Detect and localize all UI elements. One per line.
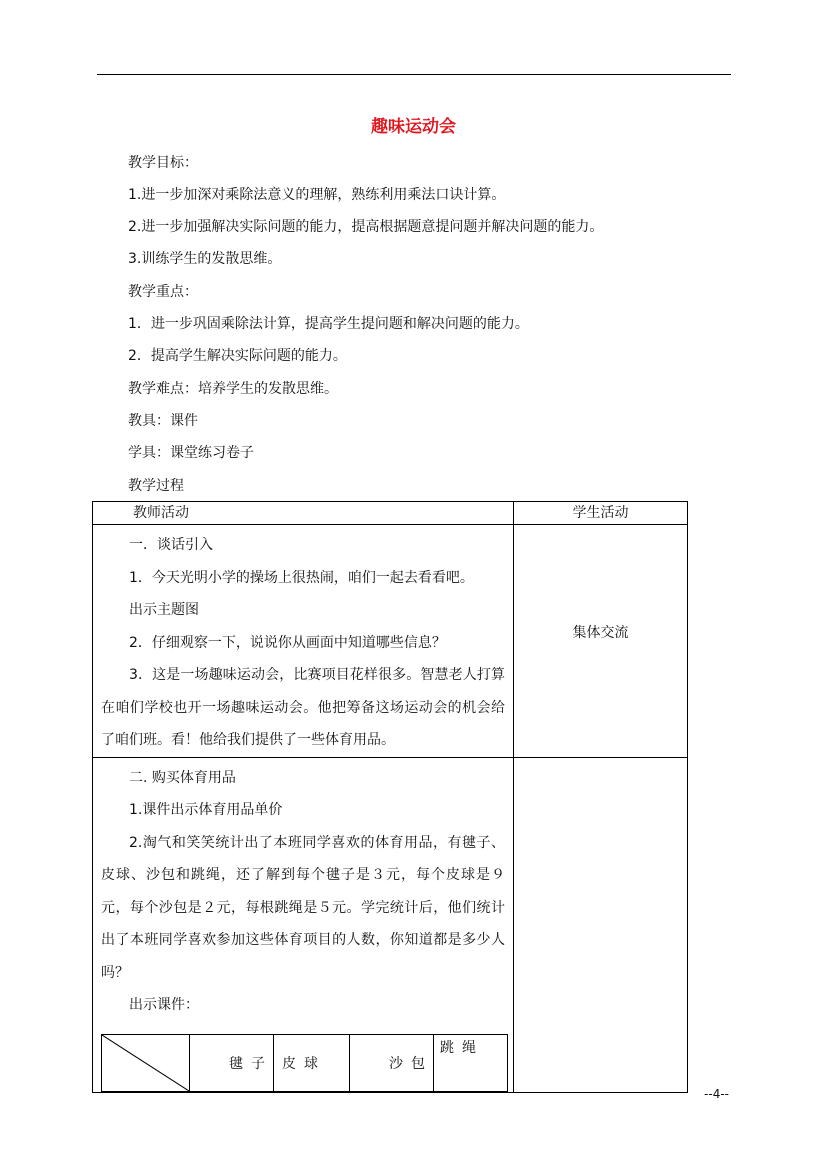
header-sandbag: 沙包 — [350, 1034, 434, 1091]
key-point-2: 2．提高学生解决实际问题的能力。 — [128, 348, 347, 364]
section1-line: 2．仔细观察一下，说说你从画面中知道哪些信息？ — [129, 634, 446, 651]
diagonal-header-cell — [102, 1034, 190, 1091]
table-row — [93, 525, 688, 758]
section2-line: 二. 购买体育用品 — [129, 769, 236, 786]
teacher-cell-purchase — [93, 757, 514, 1092]
page-number: --4-- — [704, 1087, 729, 1101]
teacher-cell-intro — [93, 525, 514, 758]
header-jump-rope: 跳绳 — [434, 1034, 508, 1091]
process-table — [92, 501, 688, 1093]
section2-line: 出示课件： — [129, 997, 199, 1013]
objective-3: 3.训练学生的发散思维。 — [128, 251, 282, 267]
student-activity-text: 集体交流 — [572, 625, 629, 641]
section1-line: 1．今天光明小学的操场上很热闹，咱们一起去看看吧。 — [129, 569, 474, 586]
sports-goods-table — [101, 1034, 508, 1092]
key-point-1: 1．进一步巩固乘除法计算，提高学生提问题和解决问题的能力。 — [128, 316, 529, 332]
section2-line: 2.淘气和笑笑统计出了本班同学喜欢的体育用品，有毽子、皮球、沙包和跳绳，还了解到每个毽子是３元，每个皮球是９元，每个沙包是２元，每根跳绳是５元。学完统计后，他们统计出了本班同学喜欢参加这些体育项目的人数，你知道都是多少人吗？ — [101, 834, 505, 981]
header-shuttlecock: 毽子 — [190, 1034, 274, 1091]
student-cell-intro — [514, 525, 688, 758]
section2-line: 1.课件出示体育用品单价 — [129, 802, 283, 818]
table-row — [93, 757, 688, 1092]
student-cell-purchase — [514, 757, 688, 1092]
page-title: 趣味运动会 — [371, 117, 456, 137]
header-student-activity: 学生活动 — [514, 502, 688, 525]
objective-2: 2.进一步加强解决实际问题的能力，提高根据题意提问题并解决问题的能力。 — [128, 219, 604, 235]
process-heading: 教学过程 — [128, 478, 184, 494]
objective-1: 1.进一步加深对乘除法意义的理解，熟练利用乘法口诀计算。 — [128, 187, 506, 203]
difficulty: 教学难点：培养学生的发散思维。 — [128, 381, 338, 397]
key-points-heading: 教学重点： — [128, 284, 198, 300]
diagonal-line — [102, 1035, 189, 1091]
header-ball: 皮球 — [274, 1034, 350, 1091]
objectives-heading: 教学目标： — [128, 155, 198, 171]
teaching-tools: 教具：课件 — [128, 413, 198, 429]
learning-tools: 学具：课堂练习卷子 — [128, 445, 254, 461]
section1-line: 出示主题图 — [129, 602, 199, 618]
header-teacher-activity: 教师活动 — [93, 502, 514, 525]
section1-line: 3．这是一场趣味运动会，比赛项目花样很多。智慧老人打算在咱们学校也开一场趣味运动会。他把筹备这场运动会的机会给了咱们班。看！他给我们提供了一些体育用品。 — [101, 667, 505, 748]
table-header-row — [93, 502, 688, 525]
header-rule — [97, 74, 731, 75]
section1-line: 一．谈话引入 — [129, 537, 213, 553]
